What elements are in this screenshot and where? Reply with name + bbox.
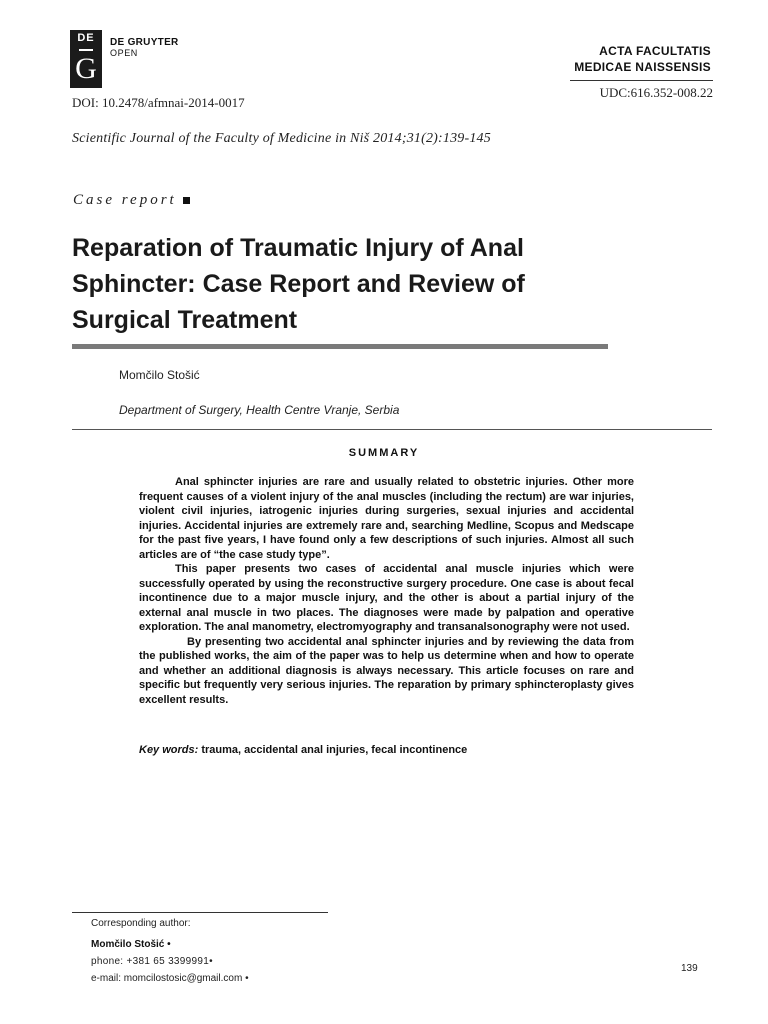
abstract <box>139 475 634 707</box>
title-divider <box>72 344 608 349</box>
title-line-1: Reparation of Traumatic Injury of Anal <box>72 234 524 262</box>
logo-top-text: DE <box>77 32 95 44</box>
title-line-2: Sphincter: Case Report and Review of <box>72 270 525 298</box>
corresponding-author-label: Corresponding author: <box>91 918 191 929</box>
article-title <box>72 230 632 338</box>
title-line-3: Surgical Treatment <box>72 306 298 334</box>
corresponding-author-phone: phone: +381 65 3399991• <box>91 956 213 967</box>
logo-bar <box>79 49 93 51</box>
publisher-name: DE GRUYTER <box>110 37 179 48</box>
journal-name-line2: MEDICAE NAISSENSIS <box>574 60 711 74</box>
keywords <box>139 744 467 756</box>
abstract-paragraph: Anal sphincter injuries are rare and usually related to obstetric injuries. Other more frequent causes of a violent injury of the anal muscles (including the rectum) are war injuries, violent civil injuries, iatrogenic injuries during surgeries, sexual injuries and accidental injuries. Accidental injuries are extremely rare and, searching Medline, Scopus and Medscape for the past five years, I have found only a few descriptions of such injuries. Almost all such articles are of “the case study type”. <box>139 476 634 561</box>
abstract-paragraph: By presenting two accidental anal sphincter injuries and by reviewing the data from the published works, the aim of the paper was to help us determine when and how to operate and whether an additional diagnosis is always necessary. This article focuses on rare and specific but frequently very serious injuries. The reparation by primary sphincteroplasty gives excellent results. <box>139 635 634 706</box>
publisher-sub: OPEN <box>110 48 138 58</box>
footnote-divider <box>72 912 328 913</box>
section-label-text: Case report <box>73 192 177 208</box>
udc-code: UDC:616.352-008.22 <box>599 85 713 100</box>
journal-name-line1: ACTA FACULTATIS <box>599 44 711 58</box>
journal-citation: Scientific Journal of the Faculty of Medicine in Niš 2014;31(2):139-145 <box>72 131 491 146</box>
journal-name <box>574 43 711 75</box>
affiliation-divider <box>72 429 712 430</box>
doi: DOI: 10.2478/afmnai-2014-0017 <box>72 95 245 110</box>
square-bullet-icon <box>183 197 190 204</box>
section-label <box>73 192 190 209</box>
publisher-logo <box>70 30 102 88</box>
keywords-label: Key words: <box>139 744 199 756</box>
corresponding-author-email: e-mail: momcilostosic@gmail.com • <box>91 973 249 984</box>
abstract-paragraph: This paper presents two cases of accidental anal muscle injuries which were successfully operated by using the reconstructive surgery procedure. One case is about fecal incontinence due to a major muscle injury, and the other is about a partial injury of the external anal muscle in two places. The diagnoses were made by palpation and operative exploration. The anal manometry, electromyography and transanalsonography were not used. <box>139 563 634 633</box>
summary-heading: SUMMARY <box>348 447 420 459</box>
journal-divider <box>570 80 713 81</box>
author-name: Momčilo Stošić <box>119 368 200 382</box>
page-number: 139 <box>681 963 698 974</box>
corresponding-author-name: Momčilo Stošić • <box>91 939 171 950</box>
author-affiliation: Department of Surgery, Health Centre Vranje, Serbia <box>119 403 400 417</box>
logo-letter: G <box>75 52 97 85</box>
keywords-list: trauma, accidental anal injuries, fecal incontinence <box>201 744 468 756</box>
